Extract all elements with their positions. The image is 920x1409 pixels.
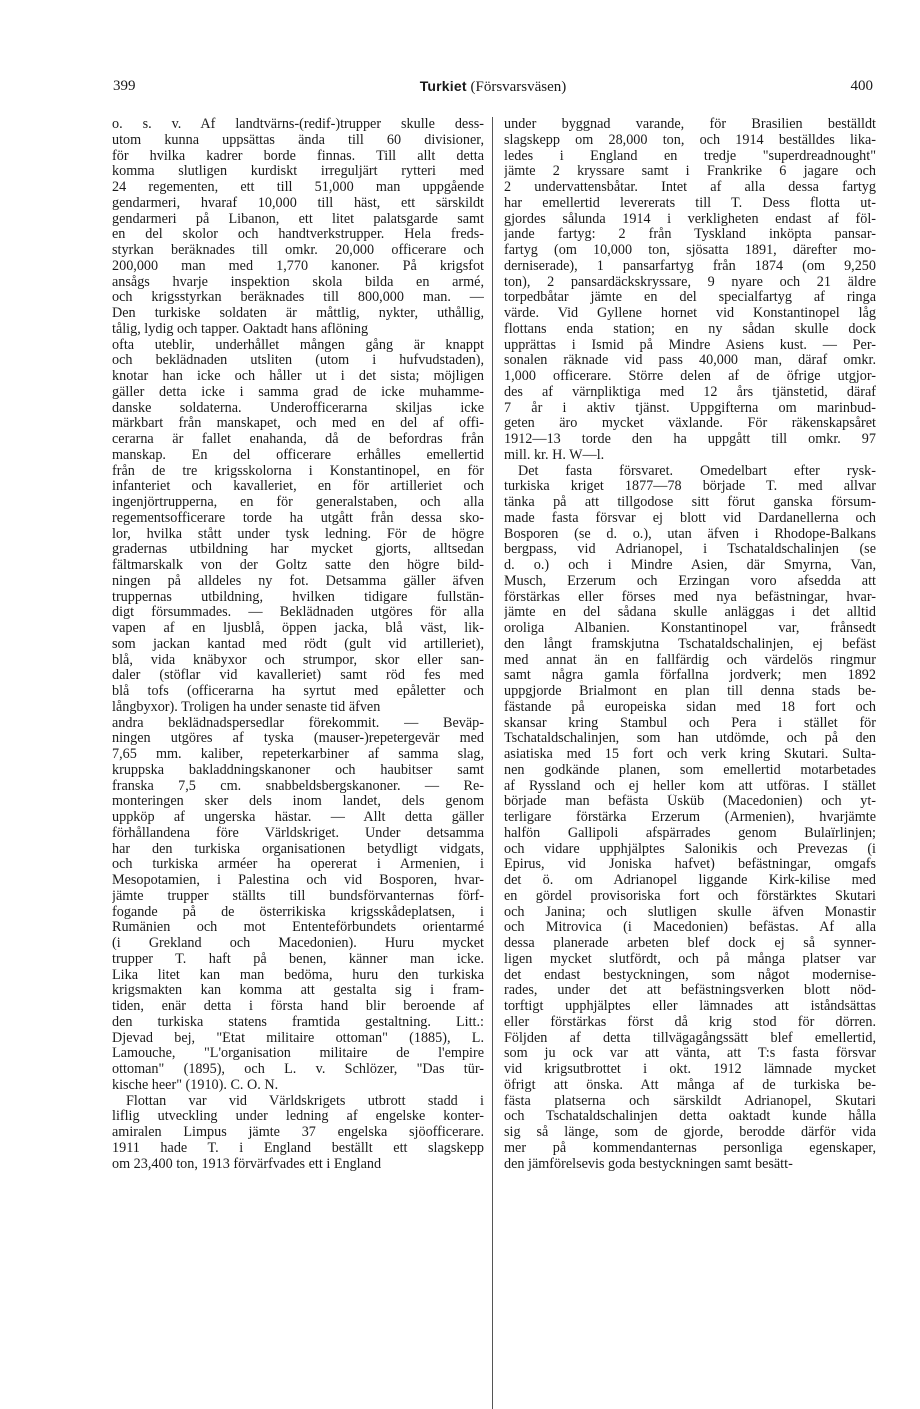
text-line: manskap. En del officerare erhålles emellertid (112, 447, 484, 463)
text-line: monteringen sker dels inom landet, dels genom (112, 794, 484, 810)
text-line: Det fasta försvaret. Omedelbart efter rysk- (518, 463, 876, 479)
text-line: lor, hvilka stått under tysk ledning. För de högre (112, 526, 484, 542)
text-line: vapen af en ljusblå, öppen jacka, blå väst, lik- (112, 621, 484, 636)
text-line: förstärkas eller förses med nya befästningar, hvar- (504, 589, 876, 605)
text-line: och beklädnaden utsliten (utom i hufvudstaden), (112, 353, 484, 369)
text-line: jämte trupper ställts till bundsförvanternas förf- (112, 888, 484, 904)
text-line: 1911 hade T. i England beställt ett slagskepp (112, 1140, 484, 1156)
text-line: liflig utveckling under ledning af engelske konter- (112, 1109, 484, 1125)
text-line: fältmarskalk von der Goltz satte den högre bild- (112, 558, 484, 573)
text-line: oroliga Albanien. Konstantinopel var, frånsedt (504, 621, 876, 636)
text-line: tålig, lydig och tapper. Oaktadt hans aflöning (112, 321, 369, 337)
text-line: och vidare upphjälptes Salonikis och Prevezas (i (504, 841, 876, 857)
text-line: och Tschataldschalinjen detta oaktadt kunde hålla (504, 1109, 876, 1125)
text-line: 1912—13 torde den ha uppgått till omkr. 97 (504, 432, 876, 447)
text-line: gjordes sålunda 1914 i verkligheten endast af föl- (504, 211, 876, 227)
text-line: daler (stöflar vid kavalleriet) samt röd fes med (112, 668, 484, 684)
text-line: tiden, enär detta i första hand blir beroende af (112, 999, 484, 1014)
text-line: jande fartyg: 2 från Tyskland inköpta pansar- (504, 227, 876, 243)
text-line: som ju ock var att vänta, att T:s fasta försvar (504, 1046, 876, 1062)
text-line: des af värnpliktiga med 12 års tjänstetid, däraf (504, 384, 876, 400)
text-line: 200,000 man med 1,770 kanoner. På krigsfot (112, 258, 484, 274)
text-line: 7 år i aktiv tjänst. Uppgifterna om marinbud- (504, 400, 876, 416)
text-line: rades, under det att befästningsverken blott nöd- (504, 983, 876, 999)
text-line: den långt framskjutna Tschataldschalinjen, ej befäst (504, 636, 876, 652)
text-line: med annat än en fallfärdig och värdelös ringmur (504, 652, 876, 668)
text-line: ningen utgöres af tyska (mauser-)repetergevär med (112, 731, 484, 747)
text-line: och Mitrovica (i Macedonien) befästas. Af alla (504, 920, 876, 936)
text-line: eller förstärkas först då krig stod för dörren. (504, 1014, 876, 1030)
text-line: gäller detta icke i samma grad de icke muhamme- (112, 384, 484, 400)
text-line: samt några gamla förfallna jordverk; men 1892 (504, 668, 876, 684)
text-line: under byggnad varande, för Brasilien beställdt (504, 117, 876, 132)
text-line: digt försummades. — Beklädnaden utgöres för alla (112, 605, 484, 621)
text-line: ligen mycket slutfördt, och på många platser var (504, 951, 876, 967)
text-line: Lamouche, "L'organisation militaire de l'empire (112, 1046, 484, 1062)
text-line: jämte en del sådana skulle anläggas i det alltid (504, 605, 876, 621)
text-line: gendarmeri på Libanon, ett litet palatsgarde samt (112, 211, 484, 227)
running-title (113, 78, 873, 96)
text-line: ningen på alldeles ny fot. Detsamma gäller äfven (112, 573, 484, 589)
text-line: blå, vida knäbyxor och strumpor, skor eller san- (112, 652, 484, 668)
text-line: amiralen Limpus jämte 37 engelska sjöofficerare. (112, 1125, 484, 1140)
text-line: slagskepp om 28,000 ton, och 1914 beställdes lika- (504, 132, 876, 148)
text-line: som jackan kantad med rödt (gult vid artilleriet), (112, 636, 484, 652)
text-line: af Ryssland och ej heller kom att utföras. I stället (504, 778, 876, 794)
title-word: Turkiet (419, 78, 467, 94)
text-line: torftigt upphjälptes eller lämnades att iståndsättas (504, 999, 876, 1014)
text-line: fästa platserna och särskildt Adrianopel, Skutari (504, 1093, 876, 1109)
text-line: förhållandena före Världskriget. Under detsamma (112, 825, 484, 841)
page-header (113, 78, 873, 102)
text-line: den jämförelsevis goda bestyckningen samt besätt- (504, 1156, 793, 1172)
text-line: torpedbåtar jämte en del specialfartyg af ringa (504, 290, 876, 306)
text-line: den turkiska statens framtida gestaltning. Litt.: (112, 1014, 484, 1030)
text-line: flottans enda station; en ny sådan skulle dock (504, 321, 876, 337)
text-line: kruppska bakladdningskanoner och haubitser samt (112, 762, 484, 778)
text-line: sonalen räknade vid pass 40,000 man, däraf omkr. (504, 353, 876, 369)
text-line: made fasta försvar ej blott vid Dardanellerna och (504, 510, 876, 526)
text-line: Flottan var vid Världskrigets utbrott stadd i (126, 1093, 484, 1109)
text-line: det ö. om Adrianopel liggande Kirk-kilise med (504, 873, 876, 888)
text-line: derniserade), 1 pansarfartyg från 1874 (om 9,250 (504, 258, 876, 274)
text-line: ofta uteblir, underhållet mången gång är knappt (112, 337, 484, 353)
text-line: har emellertid levererats till T. Dess flotta ut- (504, 195, 876, 211)
page-number-left: 399 (113, 78, 136, 94)
text-line: terligare förstärka Erzerum (Armenien), hvarjämte (504, 810, 876, 825)
text-line: började man befästa Üsküb (Macedonien) och yt- (504, 794, 876, 810)
text-line: fästande på europeiska sidan med 18 fort och (504, 699, 876, 715)
text-line: värde. Vid Gyllene hornet vid Konstantinopel låg (504, 306, 876, 321)
text-line: och Janina; och slutligen skulle äfven Monastir (504, 904, 876, 920)
text-line: ottoman" (1895), och L. v. Schlözer, "Das tür- (112, 1062, 484, 1077)
text-line: sig så länge, som de gjorde, berodde därför vida (504, 1125, 876, 1140)
text-line: ton), 2 pansardäckskryssare, 9 nyare och 21 äldre (504, 274, 876, 290)
text-line: 24 regementen, ett till 51,000 man uppgående (112, 180, 484, 195)
text-line: bergpass, vid Adrianopel, i Tschataldschalinjen (se (504, 542, 876, 558)
text-line: cerarna är fallet enahanda, då de befordras från (112, 432, 484, 447)
text-line: komma slutligen kurdiskt irreguljärt rytteri med (112, 164, 484, 180)
text-line: mer på kommendanternas personliga egenskaper, (504, 1140, 876, 1156)
text-line: fogande på de österrikiska krigsskådeplatsen, i (112, 904, 484, 920)
title-subtitle: (Försvarsväsen) (470, 79, 567, 95)
text-line: märkbart från manskapet, och med en del af offi- (112, 416, 484, 432)
text-line: och krigsstyrkan beräknades till 800,000 man. — (112, 290, 484, 306)
text-line: Lika litet kan man bedöma, huru den turkiska (112, 967, 484, 983)
text-line: utom kunna uppsättas ända till 60 divisioner, (112, 132, 484, 148)
text-line: 7,65 mm. kaliber, repeterkarbiner af samma slag, (112, 747, 484, 762)
text-line: uppköp af ungerska hästar. — Allt detta gäller (112, 810, 484, 825)
text-line: 2 undervattensbåtar. Intet af alla dessa fartyg (504, 180, 876, 195)
text-line: om 23,400 ton, 1913 förvärfvades ett i England (112, 1156, 382, 1172)
text-line: trupper T. haft på benen, känner man icke. (112, 951, 484, 967)
text-line: franska 7,5 cm. snabbeldsbergskanoner. — Re- (112, 778, 484, 794)
text-line: från de tre krigsskolorna i Konstantinopel, en för (112, 463, 484, 479)
text-line: truppernas utbildning, hvilken tidigare fullstän- (112, 589, 484, 605)
text-line: och turkiska arméer ha opererat i Armenien, i (112, 857, 484, 873)
text-line: infanteriet och kavalleriet, en för artilleriet och (112, 479, 484, 495)
text-line: Djevad bej, "État militaire ottoman" (1885), L. (112, 1030, 484, 1046)
text-line: tänka på att tillgodose sitt förut ganska försum- (504, 495, 876, 510)
text-line: turkiska kriget 1877—78 började T. med allvar (504, 479, 876, 495)
text-line: Tschataldschalinjen, som han utdömde, och på den (504, 731, 876, 747)
text-line: en del skolor och handtverkstrupper. Hela freds- (112, 227, 484, 243)
text-line: dessa planerade arbeten blef dock ej så synner- (504, 936, 876, 951)
text-line: det endast bestyckningen, som något modernise- (504, 967, 876, 983)
text-line: jämte 2 kryssare samt i Frankrike 6 jagare och (504, 164, 876, 180)
text-line: o. s. v. Af landtvärns-(redif-)trupper skulle dess- (112, 117, 484, 132)
text-line: nen godkände planen, som emellertid motarbetades (504, 762, 876, 778)
text-line: fartyg (om 10,000 ton, sjösatta 1891, därefter mo- (504, 243, 876, 258)
text-line: en gördel provisoriska fort och förstärktes Skutari (504, 888, 876, 904)
text-line: för hvilka kadrer borde finnas. Till allt detta (112, 148, 484, 164)
text-line: Mesopotamien, i Palestina och vid Bosporen, hvar- (112, 873, 484, 888)
text-line: d. o.) och i Mindre Asien, där Smyrna, Van, (504, 558, 876, 573)
text-line: uppgjorde Brialmont en plan till denna stads be- (504, 684, 876, 699)
text-line: har den turkiska organisationen betydligt vidgats, (112, 841, 484, 857)
text-line: öfrigt att önska. Att många af de turkiska be- (504, 1077, 876, 1093)
text-line: blå tofs (officerarna ha syrtut med epåletter och (112, 684, 484, 699)
text-line: mill. kr. H. W—l. (504, 447, 605, 463)
text-line: 1,000 officerare. Större delen af de öfrige utgjor- (504, 369, 876, 384)
text-line: ingenjörtrupperna, en för generalstaben, och alla (112, 495, 484, 510)
right-column (504, 117, 876, 1172)
text-line: asiatiska med 15 fort och verk kring Skutari. Sulta- (504, 747, 876, 762)
text-line: knotar han icke och håller ut i det sista; möjligen (112, 369, 484, 384)
text-line: vid krigsutbrottet i okt. 1912 lämnade mycket (504, 1062, 876, 1077)
text-line: Epirus, vid Joniska hafvet) befästningar, omgafs (504, 857, 876, 873)
left-column (112, 117, 484, 1172)
text-line: Följden af detta tillvägagångssätt blef emellertid, (504, 1030, 876, 1046)
text-line: (i Grekland och Macedonien). Huru mycket (112, 936, 484, 951)
text-line: skansar kring Stambul och Pera i stället för (504, 715, 876, 731)
text-line: gradernas utbildning har mycket gjorts, alltsedan (112, 542, 484, 558)
text-line: Den turkiske soldaten är måttlig, nykter, uthållig, (112, 306, 484, 321)
column-divider (492, 117, 493, 1409)
text-line: upprättas i Ismid på Mindre Asiens kust. — Per- (504, 337, 876, 353)
text-line: andra beklädnadspersedlar förekommit. — Beväp- (112, 715, 484, 731)
text-line: Musch, Erzerum och Erzingan voro afsedda att (504, 573, 876, 589)
text-line: kische heer" (1910). C. O. N. (112, 1077, 279, 1093)
text-line: långbyxor). Troligen ha under senaste tid äfven (112, 699, 381, 715)
text-line: ledes i England en tredje "superdreadnought" (504, 148, 876, 164)
text-line: regementsofficerare torde ha utgått från dessa sko- (112, 510, 484, 526)
text-line: halfön Gallipoli afspärrades genom Bulaïrlinjen; (504, 825, 876, 841)
text-line: danske soldaterna. Underofficerarna skiljas icke (112, 400, 484, 416)
page-number-right: 400 (850, 78, 873, 94)
text-line: krigsmakten kan komma att gestalta sig i fram- (112, 983, 484, 999)
text-line: styrkan beräknades till omkr. 20,000 officerare och (112, 243, 484, 258)
text-line: Rumänien och mot Ententeförbundets orientarmé (112, 920, 484, 936)
text-line: geten äro mycket växlande. För räkenskapsåret (504, 416, 876, 432)
text-line: gendarmeri, hvaraf 10,000 till häst, ett särskildt (112, 195, 484, 211)
text-line: Bosporen (se d. o.), utan äfven i Rhodope-Balkans (504, 526, 876, 542)
text-line: ansågs hvarje inspektion skola bilda en armé, (112, 274, 484, 290)
